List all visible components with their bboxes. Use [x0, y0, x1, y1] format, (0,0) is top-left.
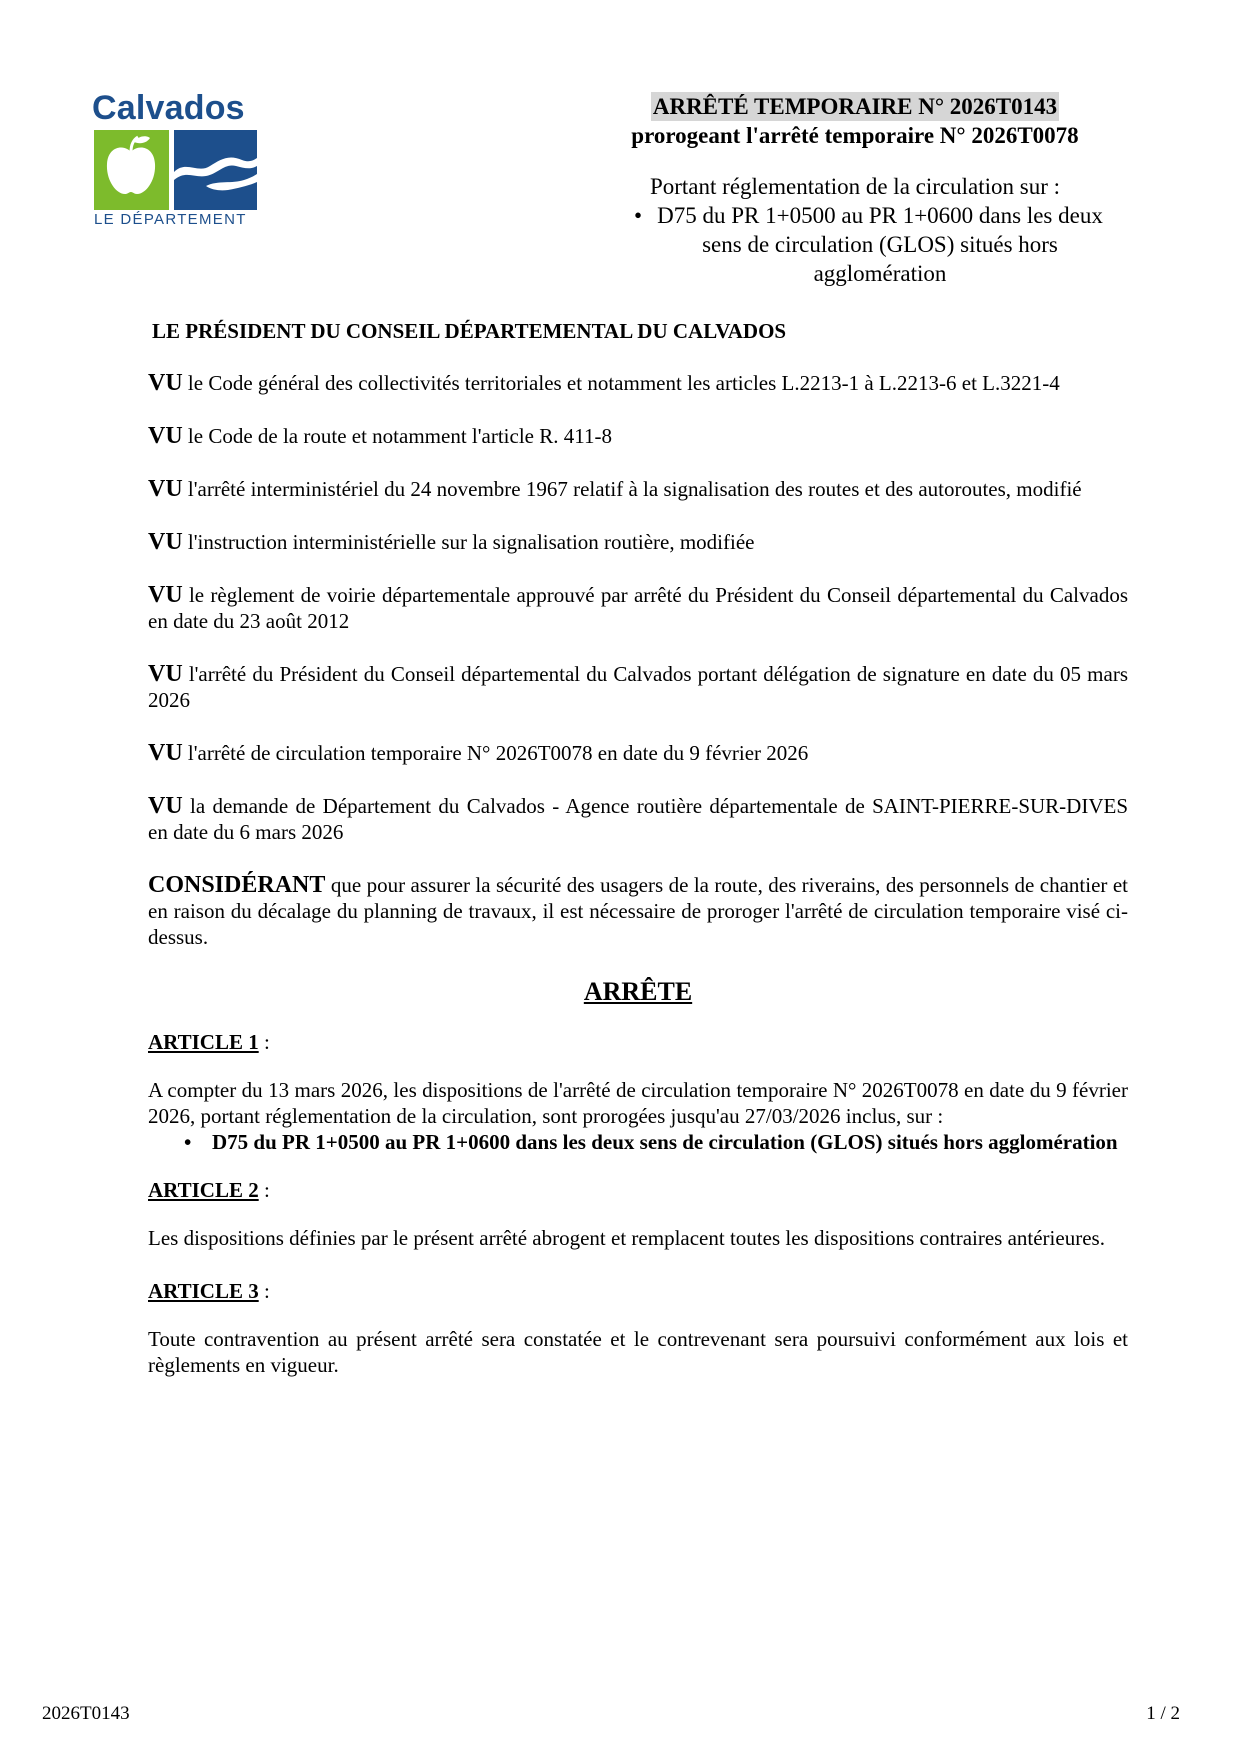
footer-page-number: 1 / 2: [1146, 1703, 1180, 1724]
bullet-icon: •: [634, 203, 643, 228]
article-label: ARTICLE 3: [148, 1279, 259, 1303]
visa-text: l'instruction interministérielle sur la signalisation routière, modifiée: [187, 530, 755, 554]
visa-keyword: VU: [148, 582, 183, 608]
article-heading: [148, 1278, 1128, 1304]
president-heading: LE PRÉSIDENT DU CONSEIL DÉPARTEMENTAL DU CALVADOS: [152, 319, 787, 343]
article-colon: :: [258, 1030, 270, 1054]
visa-paragraph: [148, 661, 1128, 713]
visa-text: l'arrêté du Président du Conseil départemental du Calvados portant délégation de signature en date du 05 mars 2026: [148, 662, 1129, 712]
visa-paragraph: [148, 476, 1128, 502]
visa-keyword: VU: [148, 740, 183, 766]
article-label: ARTICLE 2: [148, 1178, 259, 1202]
header-road-text: D75 du PR 1+0500 au PR 1+0600 dans les deux sens de circulation (GLOS) situés hors agglomération: [657, 203, 1103, 286]
arrete-heading: ARRÊTE: [583, 977, 693, 1006]
article-colon: :: [258, 1279, 270, 1303]
visa-paragraph: [148, 740, 1128, 766]
visa-keyword: VU: [148, 423, 183, 449]
visa-text: le Code général des collectivités territoriales et notamment les articles L.2213-1 à L.2213-6 et L.3221-4: [187, 371, 1060, 395]
bullet-icon: •: [184, 1130, 192, 1154]
article-colon: :: [258, 1178, 270, 1202]
calvados-logo: [92, 90, 262, 230]
logo-subtitle: LE DÉPARTEMENT: [94, 211, 247, 228]
visa-text: le règlement de voirie départementale approuvé par arrêté du Président du Conseil départemental du Calvados en date du 23 août 2012: [148, 583, 1129, 633]
visa-keyword: VU: [148, 793, 183, 819]
arrete-subtitle: prorogeant l'arrêté temporaire N° 2026T0078: [631, 123, 1079, 148]
calvados-apple-waves-icon: [94, 130, 257, 210]
portant-line: Portant réglementation de la circulation sur :: [649, 174, 1061, 199]
visa-text: la demande de Département du Calvados - Agence routière départementale de SAINT-PIERRE-SUR-DIVES en date du 6 mars 2026: [148, 794, 1128, 844]
considerant-keyword: CONSIDÉRANT: [148, 872, 326, 898]
visa-paragraph: [148, 370, 1128, 396]
logo-wordmark: Calvados: [92, 89, 245, 127]
article-label: ARTICLE 1: [148, 1030, 259, 1054]
visa-keyword: VU: [148, 370, 183, 396]
visa-paragraph: [148, 423, 1128, 449]
visa-keyword: VU: [148, 661, 183, 687]
document-header: [590, 92, 1120, 288]
article-text: A compter du 13 mars 2026, les dispositions de l'arrêté de circulation temporaire N° 2026T0078 en date du 9 février 2026, portant réglementation de la circulation, sont prorogées jusqu'au 27/03/2026 inclus, sur :: [148, 1078, 1128, 1128]
article-road-text: D75 du PR 1+0500 au PR 1+0600 dans les deux sens de circulation (GLOS) situés hors agglomération: [212, 1130, 1118, 1154]
considerant-paragraph: [148, 872, 1128, 950]
visa-text: l'arrêté de circulation temporaire N° 2026T0078 en date du 9 février 2026: [187, 741, 809, 765]
article-text: Les dispositions définies par le présent arrêté abrogent et remplacent toutes les dispositions contraires antérieures.: [148, 1226, 1105, 1250]
article-heading: [148, 1177, 1128, 1203]
header-road-bullet: [590, 201, 1120, 288]
visa-keyword: VU: [148, 476, 183, 502]
considerant-text: que pour assurer la sécurité des usagers de la route, des riverains, des personnels de chantier et en raison du décalage du planning de travaux, il est nécessaire de proroger l'arrêté de circulation temporaire visé ci-dessus.: [148, 873, 1128, 949]
visa-paragraph: [148, 582, 1128, 634]
footer-reference: 2026T0143: [42, 1703, 130, 1724]
document-body: [148, 370, 1128, 1405]
visa-text: l'arrêté interministériel du 24 novembre 1967 relatif à la signalisation des routes et des autoroutes, modifié: [187, 477, 1082, 501]
article-road-item: [148, 1129, 1128, 1155]
article-road-list: [148, 1129, 1128, 1155]
visa-keyword: VU: [148, 529, 183, 555]
article-text: Toute contravention au présent arrêté sera constatée et le contrevenant sera poursuivi conformément aux lois et règlements en vigueur.: [148, 1327, 1128, 1377]
visa-text: le Code de la route et notamment l'article R. 411-8: [187, 424, 612, 448]
arrete-number-title: ARRÊTÉ TEMPORAIRE N° 2026T0143: [652, 94, 1058, 119]
visa-paragraph: [148, 793, 1128, 845]
article-heading: [148, 1029, 1128, 1055]
visa-paragraph: [148, 529, 1128, 555]
